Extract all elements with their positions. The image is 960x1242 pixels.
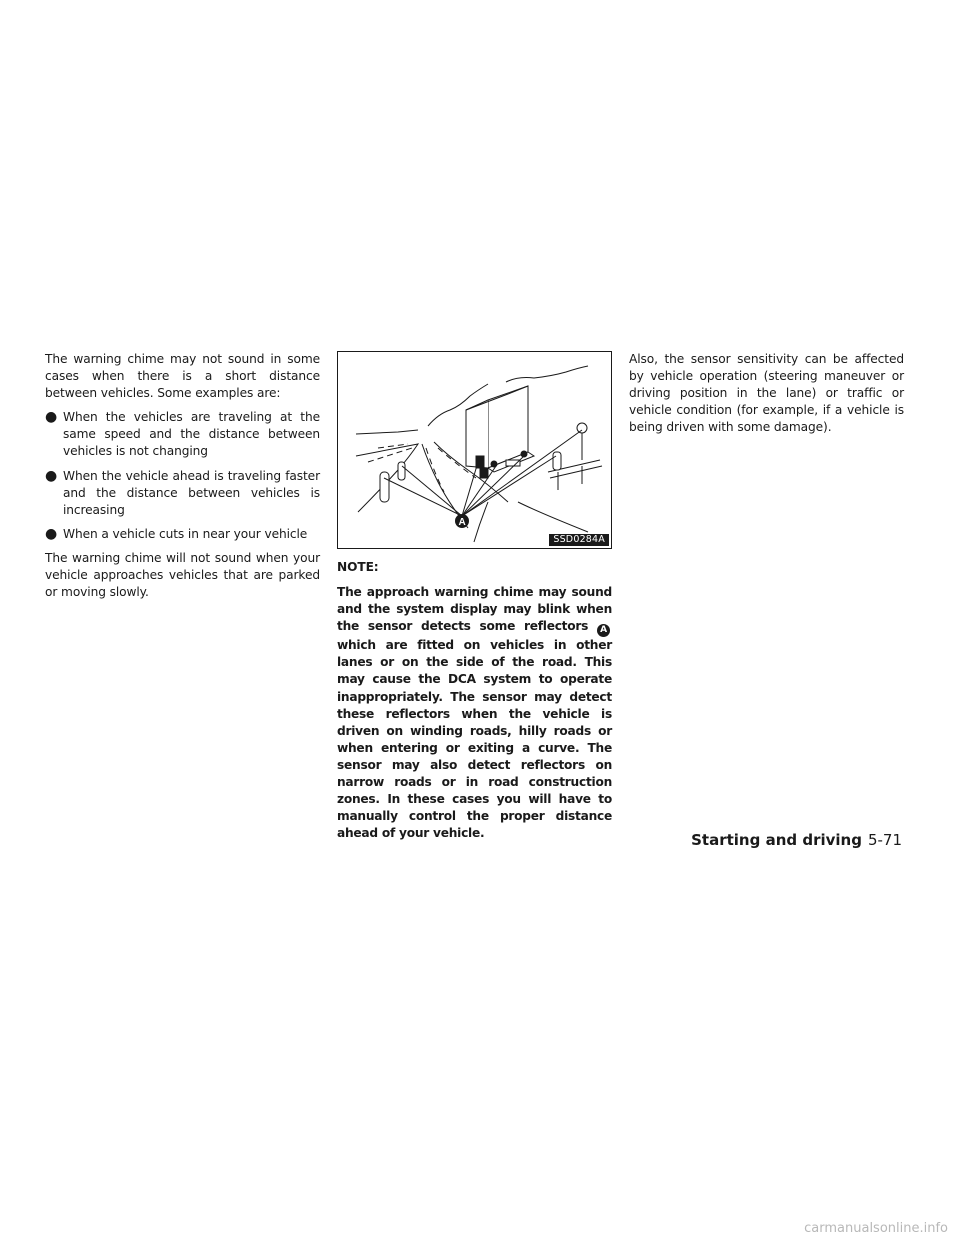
note-heading: NOTE: xyxy=(337,560,379,574)
road-truck-drawing xyxy=(338,352,611,548)
sensitivity-paragraph: Also, the sensor sensitivity can be affected by vehicle operation (steering maneuver or driving position in the lane) or traffic or vehicle condition (for example, if a vehicle is being driven with some damage). xyxy=(629,352,904,435)
page-number: 5-71 xyxy=(867,831,902,849)
closing-paragraph: The warning chime will not sound when your vehicle approaches vehicles that are parked or moving slowly. xyxy=(45,550,320,600)
column-middle xyxy=(337,351,612,842)
list-item: ● When a vehicle cuts in near your vehicle xyxy=(45,525,308,542)
reflector-illustration xyxy=(337,351,612,549)
bullet-icon: ● xyxy=(45,409,58,426)
figure-code: SSD0284A xyxy=(549,534,609,546)
callout-a-icon: A xyxy=(597,624,610,637)
list-item: ● When the vehicle ahead is traveling faster and the distance between vehicles is increasing xyxy=(45,467,320,517)
section-title: Starting and driving xyxy=(691,831,862,849)
bullet-icon: ● xyxy=(45,467,58,484)
list-item: ● When the vehicles are traveling at the same speed and the distance between vehicles is not changing xyxy=(45,409,320,459)
note-body: The approach warning chime may sound and the system display may blink when the sensor detects some reflectors Awhich are fitted on vehicles in other lanes or on the side of the road. This may cause the DCA system to operate inappropriately. The sensor may detect these reflectors when the vehicle is driven on winding roads, hilly roads or when entering or exiting a curve. The sensor may also detect reflectors on narrow roads or in road construction zones. In these cases you will have to manually control the proper distance ahead of your vehicle. xyxy=(337,585,612,841)
bullet-icon: ● xyxy=(45,525,58,542)
column-left xyxy=(45,351,320,608)
watermark: carmanualsonline.info xyxy=(804,1221,948,1236)
figure-callout-label: A xyxy=(458,517,466,528)
page-footer xyxy=(691,831,902,849)
examples-list xyxy=(45,409,320,543)
intro-paragraph: The warning chime may not sound in some cases when there is a short distance between vehicles. Some examples are: xyxy=(45,352,320,401)
column-right xyxy=(629,351,904,443)
